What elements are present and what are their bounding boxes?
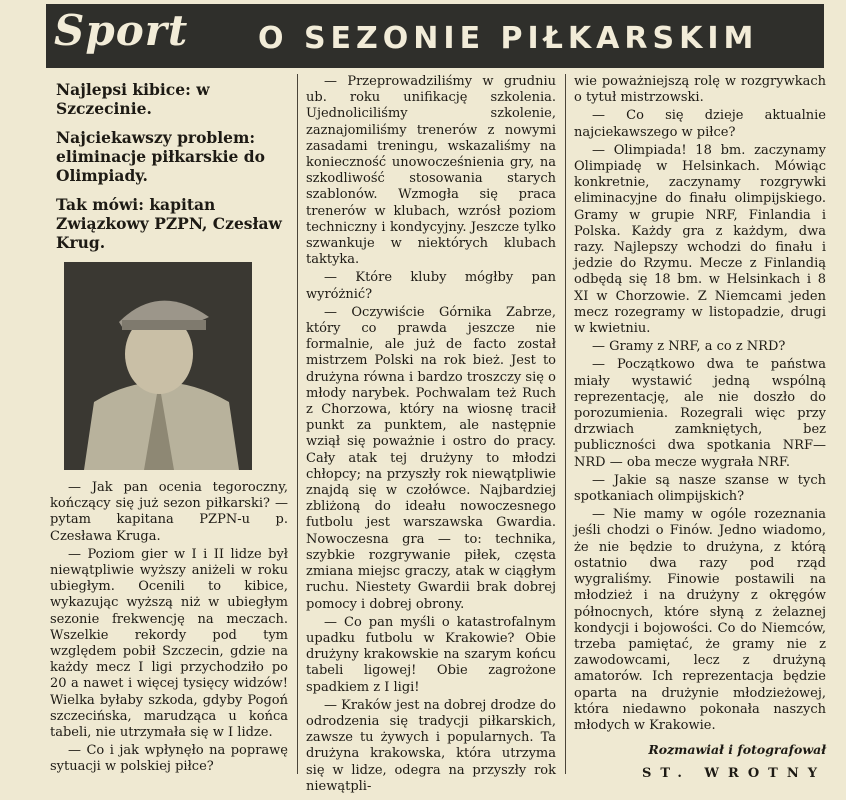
lead-line: Najlepsi kibice: w Szczecinie. — [56, 80, 210, 118]
column-divider — [565, 74, 566, 774]
paragraph: — Poziom gier w I i II lidze był niewątpliwie wyższy aniżeli w roku ubiegłym. Ocenili to kibice, wykazując wyższą niż w ubiegłym sezonie frekwencję na meczach. Wszelkie rekordy pod tym względem pobił Szczecin, gdzie na każdy mecz I ligi przychodziło po 20 a nawet i więcej tysięcy widzów! Wielka byłaby szkoda, gdyby Pogoń szczecińska, marudząca u końca tabeli, nie utrzymała się w I lidze. — [50, 546, 288, 741]
paragraph: — Co pan myśli o katastrofalnym upadku futbolu w Krakowie? Obie drużyny krakowskie na szarym końcu tabeli ligowej! Obie zagrożone spadkiem z I ligi! — [306, 614, 556, 695]
column-divider — [297, 74, 298, 774]
paragraph: — Jak pan ocenia tegoroczny, kończący się już sezon piłkarski? — pytam kapitana PZPN-u p. Czesława Kruga. — [50, 480, 288, 544]
byline: Rozmawiał i fotografował — [648, 742, 826, 758]
sport-logo: Sport — [54, 6, 189, 55]
paragraph: — Oczywiście Górnika Zabrze, który co prawda jeszcze nie formalnie, ale już de facto został mistrzem Polski na rok bież. Jest to drużyna równa i bardzo troszczy się o młody narybek. Pochwalam też Ruch z Chorzowa, który na wiosnę tracił punkt za punktem, ale następnie wziął się poważnie i ostro do pracy. Cały atak tej drużyny to młodzi chłopcy; na przyszły rok niewątpliwie znajdą się w czołówce. Najbardziej zbliżoną do ideału nowoczesnego futbolu jest warszawska Gwardia. Nowoczesna gra — to: technika, szybkie rozgrywanie piłek, częsta zmiana miejsc graczy, atak w ciągłym ruchu. Niestety Gwardii brak dobrej pomocy i dobrej obrony. — [306, 304, 556, 612]
paragraph: — Co się dzieje aktualnie najciekawszego w piłce? — [574, 108, 826, 140]
paragraph: — Gramy z NRF, a co z NRD? — [592, 339, 786, 355]
paragraph: — Co i jak wpłynęło na poprawę sytuacji w polskiej piłce? — [50, 743, 288, 775]
paragraph: — Jakie są nasze szanse w tych spotkaniach olimpijskich? — [574, 472, 826, 505]
paragraph: — Nie mamy w ogóle rozeznania jeśli chodzi o Finów. Jedno wiadomo, że nie będzie to drużyna, z którą ostatnio dwa razy pod rząd wygraliśmy. Finowie postawili na młodzież i na drużyny z okręgów północnych, które słyną z żelaznej kondycji i bojowości. Co do Niemców, trzeba pamiętać, że gramy nie z zawodowcami, lecz z drużyną amatorów. Ich reprezentacja będzie oparta na drużynie młodzieżowej, która niedawno pokonała naszych młodych w Krakowie. — [574, 507, 826, 733]
column-1 — [50, 74, 288, 778]
paragraph: — Przeprowadziliśmy w grudniu ub. roku unifikację szkolenia. Ujednoliciliśmy szkolenie, zaznajomiliśmy trenerów z nowymi zasadami treningu, wskazaliśmy na konieczność unowocześnienia gry, na szkodliwość stosowania starych szablonów. Wzmogła się praca trenerów w klubach, wzrósł poziom techniczny i kondycyjny. Jeszcze tylko szwankuje w niektórych klubach taktyka. — [306, 74, 556, 268]
paragraph: — Kraków jest na dobrej drodze do odrodzenia się tradycji piłkarskich, zawsze tu żywych i popularnych. Ta drużyna krakowska, która utrzyma się w lidze, odegra na przyszły rok niewątpli- — [306, 697, 556, 794]
paragraph: — Początkowo dwa te państwa miały wystawić jedną wspólną reprezentację, ale nie doszło do porozumienia. Rozegrali więc przy drzwiach zamkniętych, bez publiczności dwa spotkania NRF—NRD — oba mecze wygrała NRF. — [574, 357, 826, 470]
page-title: O SEZONIE PIŁKARSKIM — [258, 21, 759, 56]
column-2 — [306, 74, 556, 797]
paragraph: — Olimpiada! 18 bm. zaczynamy Olimpiadę w Helsinkach. Mówiąc konkretnie, zaczynamy rozgrywki eliminacyjne do finału olimpijskiego. Gramy w grupie NRF, Finlandia i Polska. Każdy gra z każdym, dwa razy. Najlepszy wchodzi do finału i jedzie do Rzymu. Mecze z Finlandią odbędą się 18 bm. w Helsinkach i 8 XI w Chorzowie. Z Niemcami jeden mecz rozegramy w listopadzie, drugi w kwietniu. — [574, 142, 826, 337]
lead-line: Tak mówi: kapitan Związkowy PZPN, Czesław Krug. — [56, 195, 282, 252]
lead-line: Najciekawszy problem: eliminacje piłkarskie do Olimpiady. — [56, 128, 265, 185]
portrait-photo-graphic — [64, 262, 252, 470]
header-banner — [46, 4, 824, 68]
author-name: ST. WROTNY — [641, 766, 826, 782]
portrait-photo — [64, 262, 252, 470]
paragraph: wie poważniejszą rolę w rozgrywkach o tytuł mistrzowski. — [574, 74, 826, 106]
column-3 — [574, 74, 826, 783]
paragraph: — Które kluby mógłby pan wyróżnić? — [306, 270, 556, 302]
